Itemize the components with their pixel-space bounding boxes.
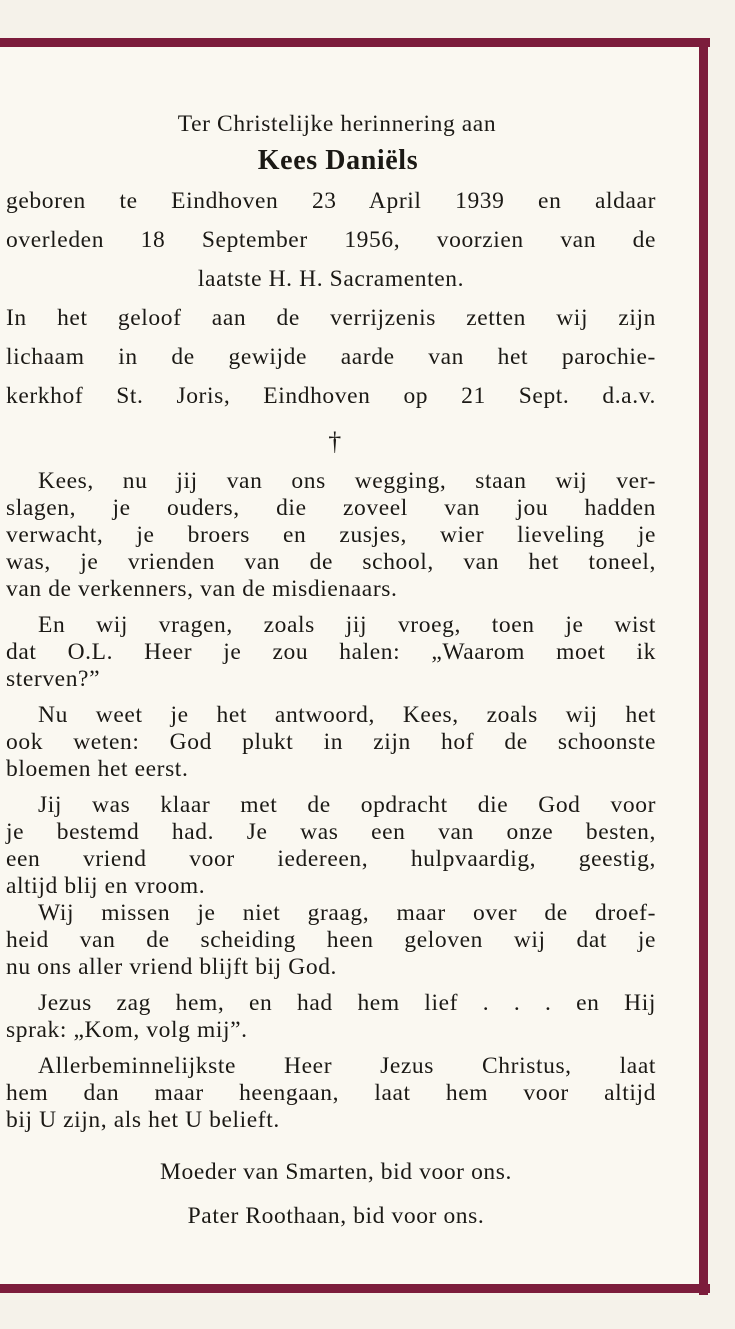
paragraph-7	[6, 1053, 656, 1134]
paragraph-line: hem dan maar heengaan, laat hem voor altijd	[6, 1080, 656, 1106]
paragraph-line: dat O.L. Heer je zou halen: „Waarom moet ik	[6, 639, 656, 665]
paragraph-line: heid van de scheiding heen geloven wij dat je	[6, 927, 656, 953]
paragraph-line: slagen, je ouders, die zoveel van jou hadden	[6, 495, 656, 521]
paragraph-line: was, je vrienden van de school, van het toneel,	[6, 549, 656, 575]
birth-line-1: geboren te Eindhoven 23 April 1939 en aldaar	[6, 188, 656, 214]
top-border-rule	[0, 38, 710, 47]
cross-icon: †	[328, 427, 342, 456]
paragraph-4	[6, 792, 656, 900]
birth-line-2: overleden 18 September 1956, voorzien van de	[6, 227, 656, 253]
burial-line-2: lichaam in de gewijde aarde van het parochie-	[6, 344, 656, 370]
paragraph-line: verwacht, je broers en zusjes, wier lieveling je	[6, 522, 656, 548]
paragraph-line: altijd blij en vroom.	[6, 873, 206, 899]
closing-prayer-1: Moeder van Smarten, bid voor ons.	[159, 1159, 512, 1185]
reflection-text	[6, 468, 656, 1134]
deceased-name: Kees Daniëls	[257, 145, 419, 176]
paragraph-line: een vriend voor iedereen, hulpvaardig, geestig,	[6, 846, 656, 872]
paragraph-2	[6, 612, 656, 693]
paragraph-line: ook weten: God plukt in zijn hof de schoonste	[6, 729, 656, 755]
paragraph-line: En wij vragen, zoals jij vroeg, toen je wist	[38, 612, 656, 638]
paragraph-5	[6, 900, 656, 981]
intro-line: Ter Christelijke herinnering aan	[177, 111, 497, 137]
paragraph-3	[6, 702, 656, 783]
paragraph-line: Allerbeminnelijkste Heer Jezus Christus, laat	[38, 1053, 656, 1079]
paragraph-line: Jezus zag hem, en had hem lief . . . en Hij	[38, 990, 656, 1016]
paragraph-line: nu ons aller vriend blijft bij God.	[6, 954, 338, 980]
bottom-border-rule	[0, 1284, 710, 1293]
card-text	[6, 105, 656, 1238]
closing-prayer-2: Pater Roothaan, bid voor ons.	[187, 1203, 485, 1229]
paragraph-line: sprak: „Kom, volg mij”.	[6, 1017, 248, 1043]
paragraph-line: Wij missen je niet graag, maar over de droef-	[38, 900, 656, 926]
paragraph-line: Kees, nu jij van ons wegging, staan wij ver-	[38, 468, 656, 494]
burial-line-1: In het geloof aan de verrijzenis zetten wij zijn	[6, 305, 656, 331]
birth-line-3: laatste H. H. Sacramenten.	[197, 266, 465, 292]
paragraph-6	[6, 990, 656, 1044]
burial-section	[6, 299, 656, 416]
paragraph-line: bloemen het eerst.	[6, 756, 189, 782]
paragraph-line: van de verkenners, van de misdienaars.	[6, 576, 398, 602]
paragraph-line: Jij was klaar met de opdracht die God voor	[38, 792, 656, 818]
birth-death-section	[6, 182, 656, 299]
paragraph-1	[6, 468, 656, 603]
paragraph-line: bij U zijn, als het U belieft.	[6, 1107, 280, 1133]
closing-prayers	[6, 1150, 656, 1238]
paragraph-line: Nu weet je het antwoord, Kees, zoals wij het	[38, 702, 656, 728]
paragraph-line: je bestemd had. Je was een van onze besten,	[6, 819, 656, 845]
right-border-rule	[699, 38, 708, 1295]
paragraph-line: sterven?”	[6, 666, 101, 692]
burial-line-3: kerkhof St. Joris, Eindhoven op 21 Sept. d.a.v.	[6, 383, 656, 409]
